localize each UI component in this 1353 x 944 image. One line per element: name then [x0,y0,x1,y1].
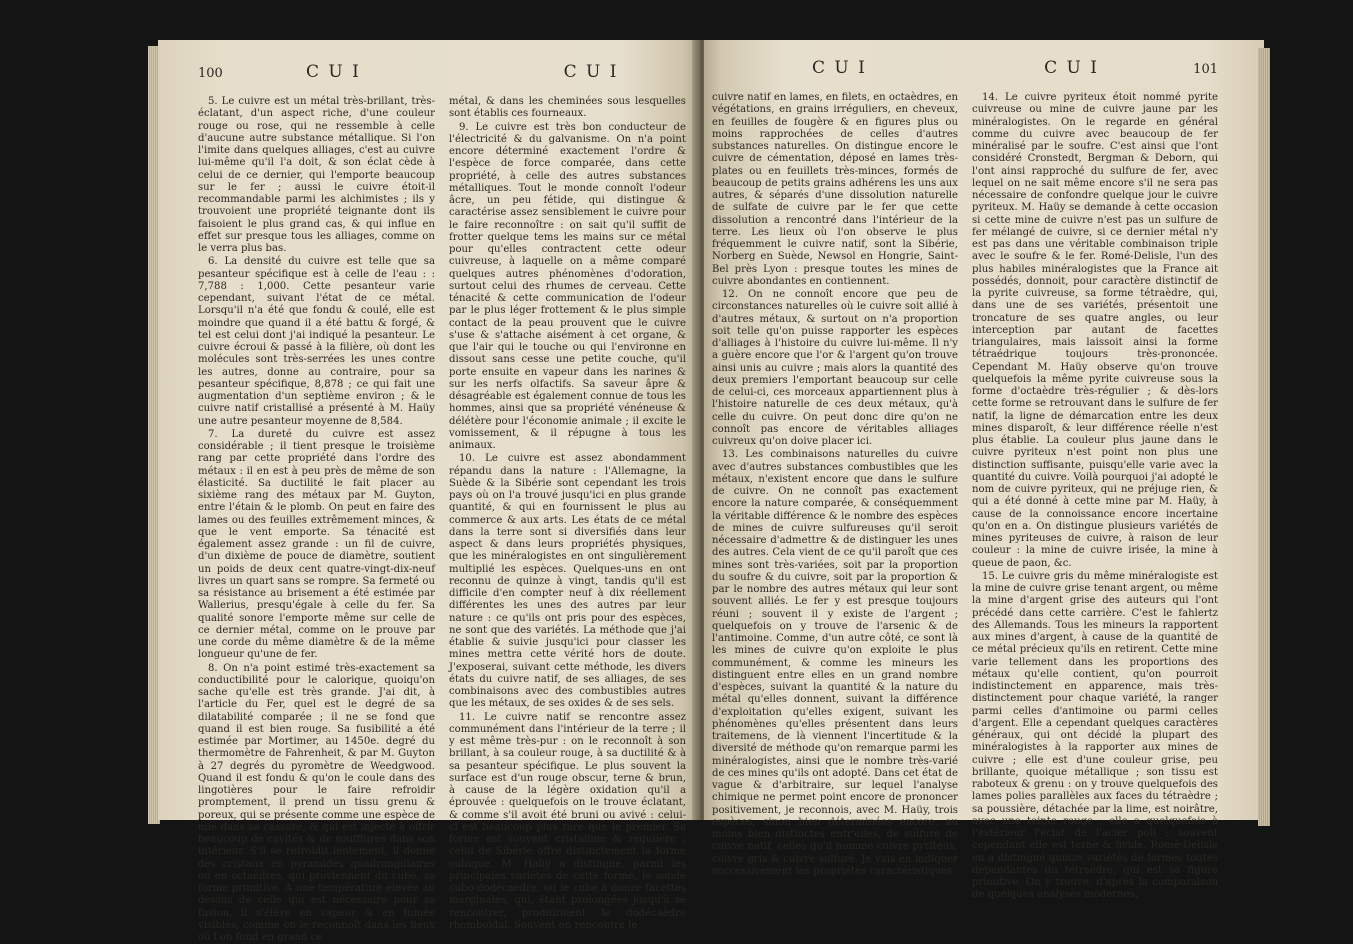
paragraph: métal, & dans les cheminées sous lesquelles sont établis ces fourneaux. [449,96,686,121]
text-column-right-2 [972,92,1218,812]
paragraph: 11. Le cuivre natif se rencontre assez communément dans l'intérieur de la terre ; il y est même très-pur : on le reconnoît à son brillant, à sa couleur rouge, à sa ductilité & à sa pesanteur spécifique. Le plus souvent la surface est d'un rouge obscur, terne & brun, à cause de la légère oxidation qu'il a éprouvée : quelquefois on le trouve éclatant, & comme s'il avoit été bruni ou avivé : celui-ci est beaucoup plus rare que le premier. Sa forme est souvent cristalline & régulière ; celui de Sibérie offre distinctement la forme cubique. M. Haüy a distingué, parmi les principales variétés de cette forme, le solide cubo-dodécaèdre, ou le cube à douze facettes marginales, qui, étant prolongées jusqu'à se rencontrer, produiroient le dodécaèdre rhomboïdal. Souvent on rencontre le [449,712,686,933]
header-word: C U I [712,58,985,78]
paragraph: 9. Le cuivre est très bon conducteur de l'électricité & du galvanisme. On n'a point encore déterminé exactement l'ordre & l'espèce de force comparée, dans cette propriété, à celle des autres substances métalliques. Tout le monde connoît l'odeur âcre, un peu fétide, qui distingue & caractérise assez sensiblement le cuivre pour le faire reconnoître : on sait qu'il suffit de frotter quelque tems les mains sur ce métal pour qu'elles contractent cette odeur cuivreuse, à laquelle on a même comparé quelques autres phénomènes d'odoration, surtout celui des rhumes de cerveau. Cette ténacité & cette communication de l'odeur par le plus léger frottement & le plus simple contact de la peau prouvent que le cuivre s'use & s'attache aisément à cet organe, & que l'air qui le touche ou qui l'environne en dissout sans cesse une petite couche, qu'il porte ensuite en vapeur dans les narines & sur les nerfs olfactifs. Sa saveur âpre & désagréable est également connue de tous les hommes, ainsi que sa propriété vénéneuse & délétère pour l'économie animale ; il excite le vomissement, & il répugne à tous les animaux. [449,122,686,453]
running-head-right [712,58,1218,92]
running-head-left [198,62,686,96]
paragraph: 10. Le cuivre est assez abondamment répandu dans la nature : l'Allemagne, la Suède & la Sibérie sont cependant les trois pays où on l'a trouvé jusqu'ici en plus grande quantité, & qui en fournissent le plus au commerce & aux arts. Les états de ce métal dans la terre sont si diversifiés dans leur aspect & dans leurs propriétés physiques, que les minéralogistes en ont singulièrement multiplié les espèces. Quelques-uns en ont reconnu de quinze à vingt, tandis qu'il est difficile d'en compter neuf à dix réellement différentes les unes des autres par leur nature : ce qu'ils ont pris pour des espèces, ne sont que des variétés. La méthode que j'ai établie & suivie jusqu'ici pour classer les mines mettra cette vérité hors de doute. J'exposerai, suivant cette méthode, les divers états du cuivre natif, de ses alliages, de ses combinaisons avec des combustibles autres que les métaux, de ses oxides & de ses sels. [449,453,686,710]
header-word: C U I [496,62,686,82]
text-column-left-1 [198,96,435,816]
paragraph: 15. Le cuivre gris du même minéralogiste est la mine de cuivre grise tenant argent, ou même la mine d'argent grise des auteurs qui l'ont précédé dans cette carrière. C'est le fahlertz des Allemands. Tous les mineurs la rapportent aux mines d'argent, à cause de la quantité de ce métal précieux qu'ils en retirent. Cette mine varie tellement dans les proportions des métaux qu'elle contient, qu'on pourroit indistinctement en apparence, mais très-distinctement pour chaque variété, la ranger parmi celles d'antimoine ou parmi celles d'argent. Elle a cependant quelques caractères généraux, qui ont décidé la plupart des minéralogistes à la rapporter aux mines de cuivre ; elle est d'une couleur grise, peu brillante, quoique métallique ; son tissu est raboteux & grenu : on y trouve quelquefois des lames polies parallèles aux faces du tétraèdre ; sa poussière, détachée par la lime, est noirâtre, avec une teinte rouge ; elle a quelquefois à l'extérieur l'éclat de l'acier poli ; souvent cependant elle est terne & livide. Romé-Delisle en a distingué quinze variétés de formes toutes dépendantes du tétraèdre, qui est sa figure primitive. On y trouve, d'après la comparaison de quelques analyses modernes, [972,571,1218,902]
paragraph: 7. La dureté du cuivre est assez considérable ; il tient presque le troisième rang par cette propriété dans l'ordre des métaux : il en est à peu près de même de son élasticité. Sa ductilité le fait placer au sixième rang des métaux par M. Guyton, entre l'étain & le plomb. On peut en faire des lames ou des feuilles extrêmement minces, & que le vent emporte. Sa ténacité est également assez grande : un fil de cuivre, d'un dixième de pouce de diamètre, soutient un poids de deux cent quatre-vingt-dix-neuf livres un quart sans se rompre. Sa fermeté ou sa résistance au brisement a été estimée par Wallerius, presqu'égale à celle du fer. Sa qualité sonore l'emporte même sur celle de ce dernier métal, comme on le prouve par une corde du même diamètre & de la même longueur qu'une de fer. [198,429,435,662]
page-edges-right [1258,48,1270,826]
right-page [704,40,1264,820]
page-number: 101 [1158,62,1218,77]
paragraph: 12. On ne connoît encore que peu de circonstances naturelles où le cuivre soit allié à d'autres métaux, & surtout on n'a proportion soit telle qu'on puisse rapporter les espèces d'alliages à l'histoire du cuivre lui-même. Il n'y a guère encore que l'or & l'argent qu'on trouve ainsi unis au cuivre ; mais alors la quantité des deux premiers l'emportant beaucoup sur celle de celui-ci, ces morceaux appartiennent plus à l'histoire naturelle de ces deux métaux, qu'à celle du cuivre. On peut donc dire qu'on ne connoît pas encore de véritables alliages cuivreux qu'on doive placer ici. [712,289,958,448]
header-word: C U I [985,58,1158,78]
paragraph: 8. On n'a point estimé très-exactement sa conductibilité pour le calorique, quoiqu'on sache qu'elle est très grande. J'ai dit, à l'article du Fer, quel est le degré de sa dilatabilité comparée ; il ne se fond que quand il est bien rouge. Sa fusibilité a été estimée par Mortimer, au 1450e. degré du thermomètre de Fahrenheit, & par M. Guyton à 27 degrés du pyromètre de Weedgwood. Quand il est fondu & qu'on le coule dans des lingotières pour le faire refroidir promptement, il prend un tissu grenu & poreux, qui se présente comme une espèce de mie dans sa cassure, & qui est injecté à offrir beaucoup de cavités & de soufflures dans son intérieur. S'il se refroidit lentement, il donne des cristaux en pyramides quadrangulaires ou en octaèdres, qui proviennent du cube, sa forme primitive. A une température élevée au dessus de celle qui est nécessaire pour sa fusion, il s'élève en vapeur & en fumée visibles, comme on le reconnoît dans les lieux où l'on fond en grand ce [198,663,435,944]
paragraph: cuivre natif en lames, en filets, en octaèdres, en végétations, en grains irréguliers, en cheveux, en feuilles de fougère & en figures plus ou moins rapprochées de celles d'autres substances naturelles. On distingue encore le cuivre de cémentation, déposé en lames très-plates ou en feuillets très-minces, formés de beaucoup de petits grains adhérens les uns aux autres, & séparés d'une dissolution naturelle de sulfate de cuivre par le fer que cette dissolution a rencontré dans l'intérieur de la terre. Les lieux où l'on observe le plus fréquemment le cuivre natif, sont la Sibérie, Norberg en Suède, Newsol en Hongrie, Saint-Bel près Lyon : presque toutes les mines de cuivre abondantes en contiennent. [712,92,958,288]
header-word: C U I [258,62,496,82]
left-page [158,40,698,820]
text-column-right-1 [712,92,958,812]
paragraph: 6. La densité du cuivre est telle que sa pesanteur spécifique est à celle de l'eau : : 7,788 : 1,000. Cette pesanteur varie cependant, suivant l'état de ce métal. Lorsqu'il n'a été que fondu & coulé, elle est moindre que quand il a été battu & forgé, & tel est celui dont j'ai indiqué la pesanteur. Le cuivre écroui & passé à la filière, où dont les molécules sont très-serrées les unes contre les autres, donne au contraire, pour sa pesanteur spécifique, 8,878 ; ce qui fait une augmentation d'un septième environ ; & le cuivre natif cristallisé a présenté à M. Haüy une autre pesanteur moyenne de 8,584. [198,256,435,428]
page-number: 100 [198,66,258,81]
book-spread [148,40,1268,829]
paragraph: 14. Le cuivre pyriteux étoit nommé pyrite cuivreuse ou mine de cuivre jaune par les minéralogistes. On le regarde en général comme du cuivre avec beaucoup de fer minéralisé par le soufre. C'est ainsi que l'ont considéré Cronstedt, Bergman & Deborn, qui l'ont ainsi rapproché du sulfure de fer, avec lequel on ne sait même encore s'il ne sera pas nécessaire de confondre quelque jour le cuivre pyriteux. M. Haüy se demande à cette occasion si cette mine de cuivre n'est pas un sulfure de fer mélangé de cuivre, si ce dernier métal n'y est pas dans une véritable combinaison triple avec le soufre & le fer. Romé-Delisle, l'un des plus habiles minéralogistes que la France ait possédés, donnoit, pour caractère distinctif de la pyrite cuivreuse, sa forme tétraèdre, qui, dans une de ses variétés, présentoit une troncature de ses quatre angles, ou leur interception par autant de facettes triangulaires, mais laissoit ainsi la forme tétraédrique toujours très-prononcée. Cependant M. Haüy observe qu'on trouve quelquefois la même pyrite cuivreuse sous la forme d'octaèdre très-régulier ; & dès-lors cette forme se retrouvant dans le sulfure de fer natif, la ligne de démarcation entre les deux mines disparoît, & leur différence réelle n'est plus établie. La couleur plus jaune dans le cuivre pyriteux n'est point non plus une distinction suffisante, puisqu'elle varie avec la quantité du cuivre. Voilà pourquoi j'ai adopté le nom de cuivre pyriteux, qui ne préjuge rien, & qui a été donné à cette mine par M. Haüy, à cause de la connoissance encore incertaine qu'on en a. On distingue plusieurs variétés de mines pyriteuses de cuivre, à raison de leur couleur : la mine de cuivre irisée, la mine à queue de paon, &c. [972,92,1218,570]
paragraph: 5. Le cuivre est un métal très-brillant, très-éclatant, d'un aspect riche, d'une couleur rouge ou rose, qui ne ressemble à celle d'aucune autre substance métallique. Si l'on l'imite dans quelques alliages, c'est au cuivre lui-même qu'il l'a doit, & son éclat cède à celui de ce dernier, qui l'emporte beaucoup sur le fer ; aussi le cuivre étoit-il recommandable parmi les alchimistes ; ils y trouvoient une propriété teignante dont ils faisoient le plus grand cas, & qui influe en effet sur presque tous les alliages, comme on le verra plus bas. [198,96,435,255]
paragraph: 13. Les combinaisons naturelles du cuivre avec d'autres substances combustibles que les métaux, n'existent encore que dans le sulfure de cuivre. On ne connoît pas exactement encore la nature comparée, & conséquemment la véritable différence & le nombre des espèces de mines de cuivre sulfureuses qu'il seroit nécessaire d'admettre & de distinguer les unes des autres. Cela vient de ce qu'il paroît que ces mines sont très-variées, soit par la proportion du soufre & du cuivre, soit par la proportion & par le nombre des autres métaux qui leur sont souvent alliés. Le fer y est presque toujours réuni ; souvent il y existe de l'argent ; quelquefois on y trouve de l'arsenic & de l'antimoine. Comme, d'un autre côté, ce sont là les mines de cuivre qu'on exploite le plus communément, & comme les mineurs les distinguent entre elles en un grand nombre d'espèces, suivant la quantité & la nature du métal qu'elles donnent, suivant la différence d'exploitation qu'elles exigent, suivant les phénomènes qu'elles présentent dans leurs traitemens, de là viennent l'incertitude & la diversité de méthode qu'on remarque parmi les minéralogistes, ainsi que le nombre très-varié de ces mines qu'ils ont adopté. Dans cet état de vague & d'arbitraire, sur lequel l'analyse chimique ne permet point encore de prononcer positivement, je reconnois, avec M. Haüy, trois espèces, sinon bien déterminées encore, au moins bien distinctes entr'elles, de sulfure de cuivre natif, celles qu'il nomme cuivre pyriteux, cuivre gris & cuivre sulfuré. Je vais en indiquer successivement les propriétés caractéristiques. [712,449,958,878]
text-column-left-2 [449,96,686,816]
